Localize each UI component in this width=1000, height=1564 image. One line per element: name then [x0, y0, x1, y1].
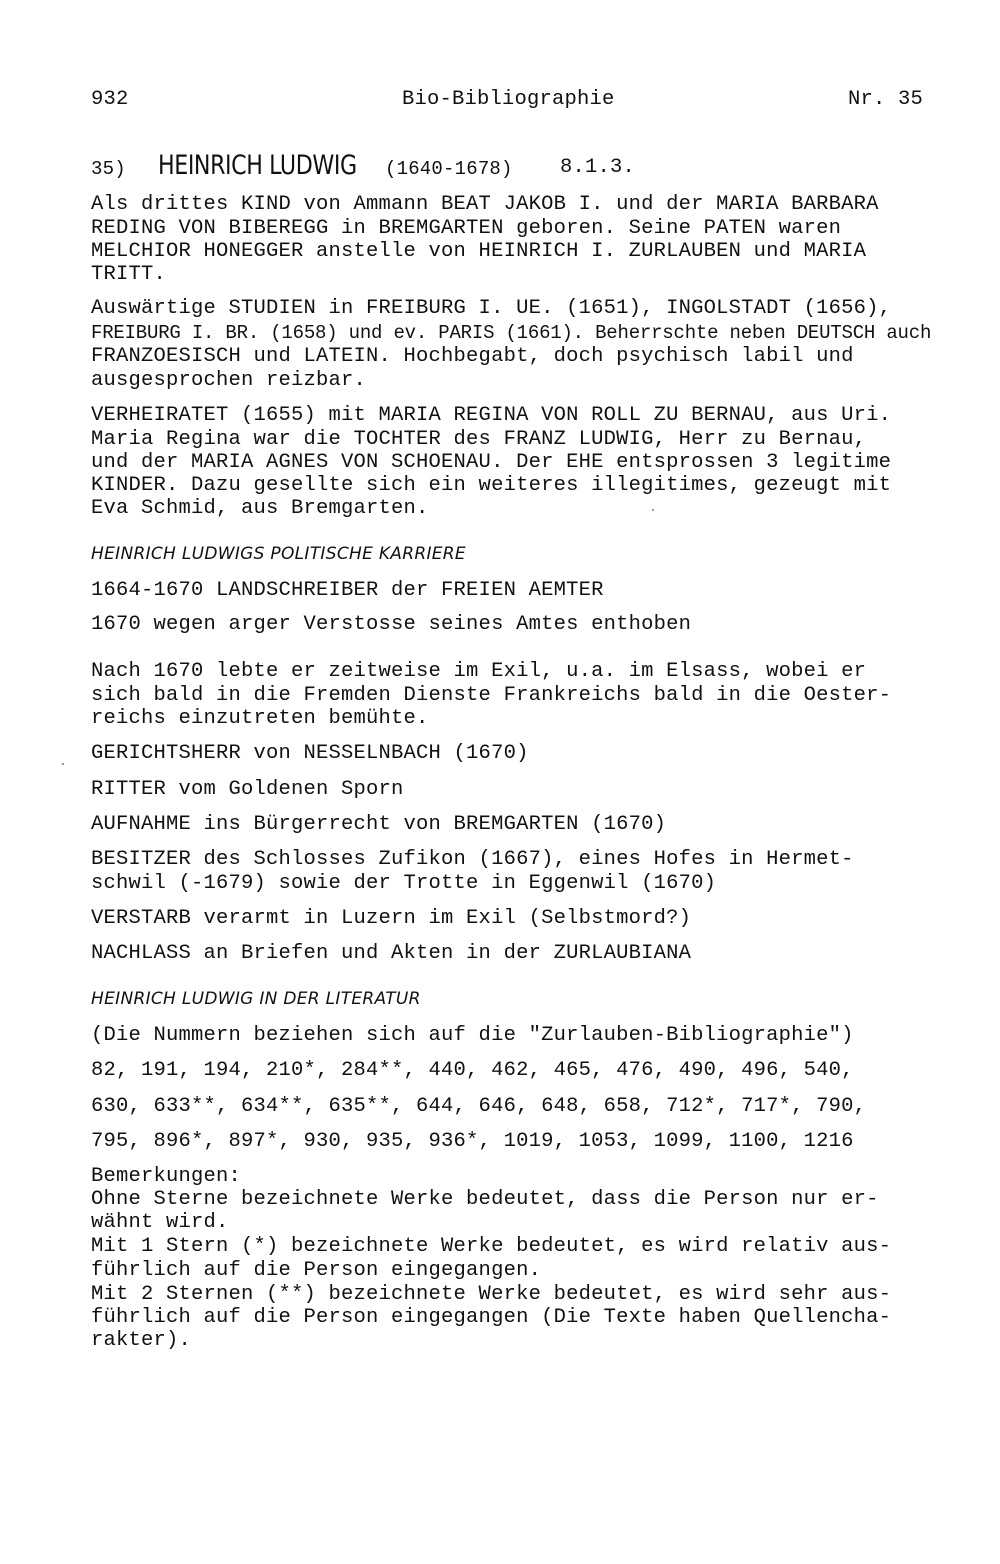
scan-speck: [652, 509, 654, 511]
fact-line: AUFNAHME ins Bürgerrecht von BREMGARTEN (1670): [91, 813, 667, 836]
career-item: 1670 wegen arger Verstosse seines Amtes enthoben: [91, 613, 692, 636]
career-item: 1664-1670 LANDSCHREIBER der FREIEN AEMTER: [91, 579, 604, 602]
text-line: MELCHIOR HONEGGER anstelle von HEINRICH I. ZURLAUBEN und MARIA: [91, 240, 867, 263]
running-title: Bio-Bibliographie: [402, 88, 615, 111]
entry-number: 35): [91, 158, 126, 180]
remark-line: Bemerkungen:: [91, 1165, 242, 1188]
fact-line: schwil (-1679) sowie der Trotte in Eggenwil (1670): [91, 872, 717, 895]
remark-line: führlich auf die Person eingegangen (Die Texte haben Quellencha-: [91, 1306, 892, 1329]
text-line: Maria Regina war die TOCHTER des FRANZ LUDWIG, Herr zu Bernau,: [91, 428, 867, 451]
text-line: Eva Schmid, aus Bremgarten.: [91, 497, 429, 520]
section-heading-literature: HEINRICH LUDWIG IN DER LITERATUR: [91, 989, 421, 1009]
text-line: VERHEIRATET (1655) mit MARIA REGINA VON ROLL ZU BERNAU, aus Uri.: [91, 404, 892, 427]
remark-line: wähnt wird.: [91, 1211, 229, 1234]
reference-numbers-line: 630, 633**, 634**, 635**, 644, 646, 648, 658, 712*, 717*, 790,: [91, 1095, 867, 1118]
section-heading-career: HEINRICH LUDWIGS POLITISCHE KARRIERE: [91, 544, 466, 564]
fact-line: BESITZER des Schlosses Zufikon (1667), eines Hofes in Hermet-: [91, 848, 854, 871]
text-line: TRITT.: [91, 263, 167, 286]
remark-line: Mit 2 Sternen (**) bezeichnete Werke bedeutet, es wird sehr aus-: [91, 1283, 892, 1306]
page-number: 932: [91, 88, 129, 111]
text-line: Nach 1670 lebte er zeitweise im Exil, u.a. im Elsass, wobei er: [91, 660, 867, 683]
fact-line: GERICHTSHERR von NESSELNBACH (1670): [91, 742, 529, 765]
text-line: reichs einzutreten bemühte.: [91, 707, 429, 730]
remark-line: rakter).: [91, 1329, 192, 1352]
text-line: REDING VON BIBEREGG in BREMGARTEN geboren. Seine PATEN waren: [91, 217, 842, 240]
text-line: Auswärtige STUDIEN in FREIBURG I. UE. (1651), INGOLSTADT (1656),: [91, 297, 892, 320]
remark-line: Ohne Sterne bezeichnete Werke bedeutet, dass die Person nur er-: [91, 1188, 879, 1211]
entry-reference: Nr. 35: [848, 88, 924, 111]
entry-dates: (1640-1678): [385, 158, 513, 180]
text-line: und der MARIA AGNES VON SCHOENAU. Der EHE entsprossen 3 legitime: [91, 451, 892, 474]
entry-code: 8.1.3.: [560, 156, 636, 179]
text-line: Als drittes KIND von Ammann BEAT JAKOB I. und der MARIA BARBARA: [91, 193, 879, 216]
text-line: ausgesprochen reizbar.: [91, 369, 367, 392]
reference-numbers-line: 795, 896*, 897*, 930, 935, 936*, 1019, 1053, 1099, 1100, 1216: [91, 1130, 854, 1153]
literature-note: (Die Nummern beziehen sich auf die "Zurlauben-Bibliographie"): [91, 1024, 854, 1047]
remark-line: Mit 1 Stern (*) bezeichnete Werke bedeutet, es wird relativ aus-: [91, 1235, 892, 1258]
text-line: FRANZOESISCH und LATEIN. Hochbegabt, doch psychisch labil und: [91, 345, 854, 368]
remark-line: führlich auf die Person eingegangen.: [91, 1259, 542, 1282]
text-line: KINDER. Dazu gesellte sich ein weiteres illegitimes, gezeugt mit: [91, 474, 892, 497]
fact-line: RITTER vom Goldenen Sporn: [91, 778, 404, 801]
scan-speck: [62, 763, 64, 765]
fact-line: NACHLASS an Briefen und Akten in der ZURLAUBIANA: [91, 942, 692, 965]
entry-name: HEINRICH LUDWIG: [158, 150, 357, 181]
reference-numbers-line: 82, 191, 194, 210*, 284**, 440, 462, 465, 476, 490, 496, 540,: [91, 1059, 854, 1082]
fact-line: VERSTARB verarmt in Luzern im Exil (Selbstmord?): [91, 907, 692, 930]
text-line: FREIBURG I. BR. (1658) und ev. PARIS (1661). Beherrschte neben DEUTSCH auch: [91, 322, 932, 344]
text-line: sich bald in die Fremden Dienste Frankreichs bald in die Oester-: [91, 684, 892, 707]
